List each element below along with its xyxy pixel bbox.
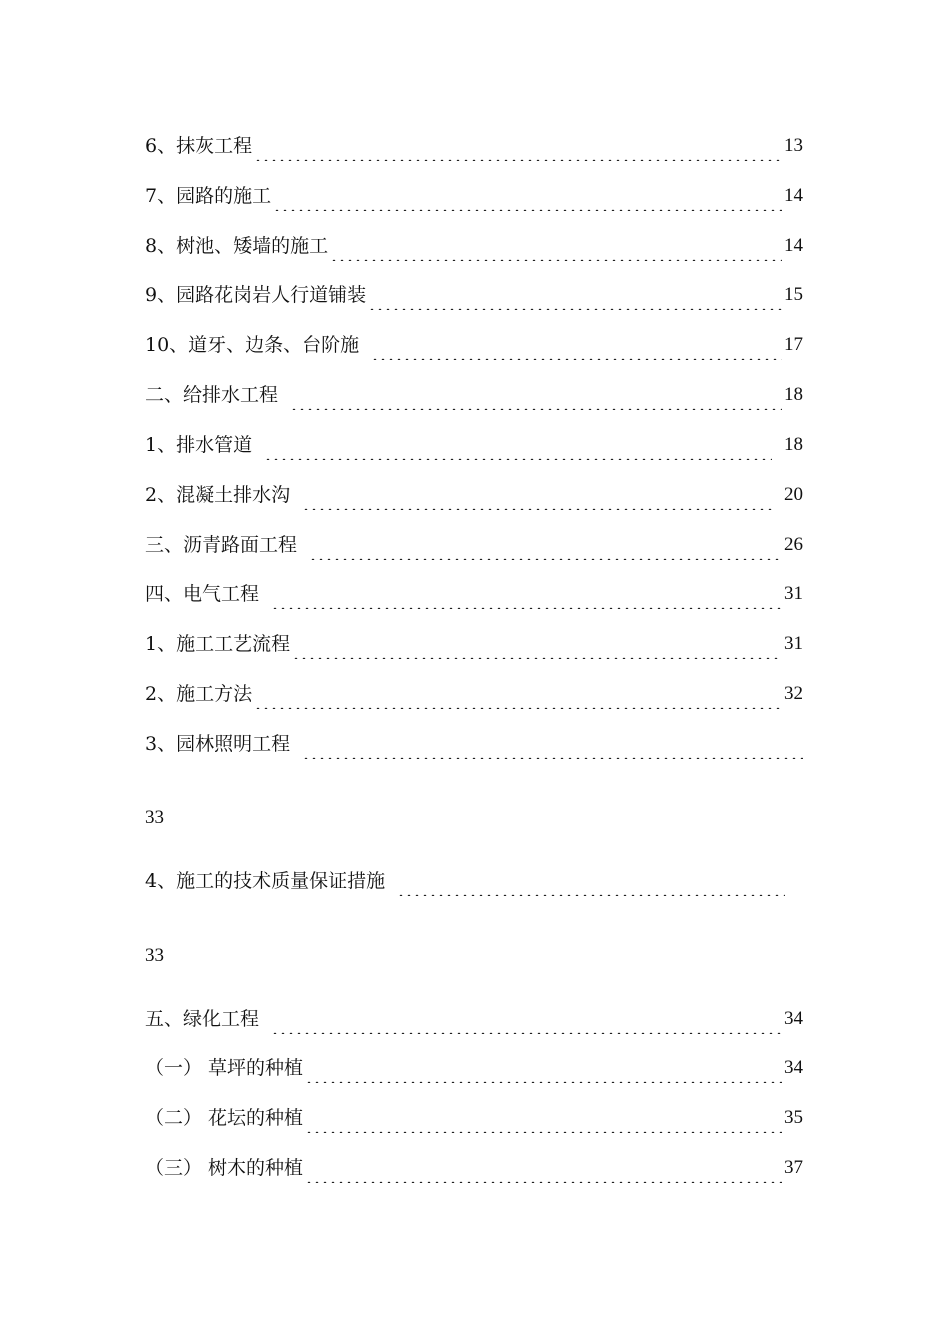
toc-entry-page: 34 [784, 1008, 803, 1029]
toc-entry-page: 26 [784, 534, 803, 555]
dot-leader [305, 1153, 782, 1183]
toc-entry [145, 729, 803, 759]
toc-entry-label: 8、树池、矮墙的施工 [145, 235, 329, 257]
toc-entry-page: 13 [784, 135, 803, 156]
dot-leader [397, 866, 785, 896]
toc-entry-label: 6、抹灰工程 [145, 135, 253, 157]
toc-entry [145, 480, 803, 510]
toc-entry-page: 32 [784, 683, 803, 704]
toc-entry-page: 20 [784, 484, 803, 505]
toc-entry-label: （二） 花坛的种植 [145, 1107, 304, 1129]
dot-leader [305, 1103, 782, 1133]
toc-entry-page: 14 [784, 235, 803, 256]
dot-leader [309, 530, 782, 560]
toc-entry [145, 330, 803, 360]
toc-entry [145, 679, 803, 709]
toc-entry-label: 3、园林照明工程 [145, 733, 291, 755]
toc-entry-page: 18 [784, 384, 803, 405]
dot-leader [254, 131, 782, 161]
toc-entry [145, 181, 803, 211]
toc-entry [145, 1153, 803, 1183]
toc-entry-label: 9、园路花岗岩人行道铺装 [145, 284, 367, 306]
toc-entry-label: 三、沥青路面工程 [145, 534, 298, 556]
dot-leader [305, 1053, 782, 1083]
toc-entry [145, 530, 803, 560]
toc-entry [145, 579, 803, 609]
dot-leader [368, 280, 782, 310]
toc-entry [145, 1004, 803, 1034]
toc-entry-label: （一） 草坪的种植 [145, 1057, 304, 1079]
toc-entry-page: 17 [784, 334, 803, 355]
toc-entry-label: 1、排水管道 [145, 434, 253, 456]
toc-entry [145, 231, 803, 261]
toc-entry [145, 430, 803, 460]
dot-leader [330, 231, 782, 261]
dot-leader [254, 679, 782, 709]
dot-leader [302, 480, 772, 510]
dot-leader [271, 579, 782, 609]
dot-leader [264, 430, 772, 460]
toc-entry [145, 866, 785, 896]
toc-entry [145, 380, 803, 410]
toc-entry-label: （三） 树木的种植 [145, 1157, 304, 1179]
dot-leader [292, 629, 782, 659]
toc-entry-label: 五、绿化工程 [145, 1008, 260, 1030]
toc-entry-page-wrapped: 33 [145, 807, 164, 828]
toc-entry [145, 1053, 803, 1083]
toc-entry-page: 31 [784, 583, 803, 604]
dot-leader [371, 330, 782, 360]
toc-entry [145, 131, 803, 161]
toc-entry-label: 二、给排水工程 [145, 384, 279, 406]
toc-entry-page: 37 [784, 1157, 803, 1178]
dot-leader [290, 380, 782, 410]
toc-entry-page: 14 [784, 185, 803, 206]
dot-leader [302, 729, 803, 759]
toc-entry [145, 629, 803, 659]
toc-entry-label: 1、施工工艺流程 [145, 633, 291, 655]
toc-entry-page: 18 [784, 434, 803, 455]
toc-entry [145, 1103, 803, 1133]
toc-entry-label: 四、电气工程 [145, 583, 260, 605]
dot-leader [271, 1004, 782, 1034]
toc-entry-page: 15 [784, 284, 803, 305]
toc-entry-label: 2、混凝土排水沟 [145, 484, 291, 506]
toc-entry-page: 34 [784, 1057, 803, 1078]
toc-entry-label: 2、施工方法 [145, 683, 253, 705]
toc-entry [145, 280, 803, 310]
toc-entry-label: 7、园路的施工 [145, 185, 272, 207]
toc-entry-page: 31 [784, 633, 803, 654]
toc-entry-label: 10、道牙、边条、台阶施 [145, 334, 360, 356]
toc-entry-page-wrapped: 33 [145, 945, 164, 966]
toc-entry-page: 35 [784, 1107, 803, 1128]
toc-entry-label: 4、施工的技术质量保证措施 [145, 870, 386, 892]
dot-leader [273, 181, 782, 211]
